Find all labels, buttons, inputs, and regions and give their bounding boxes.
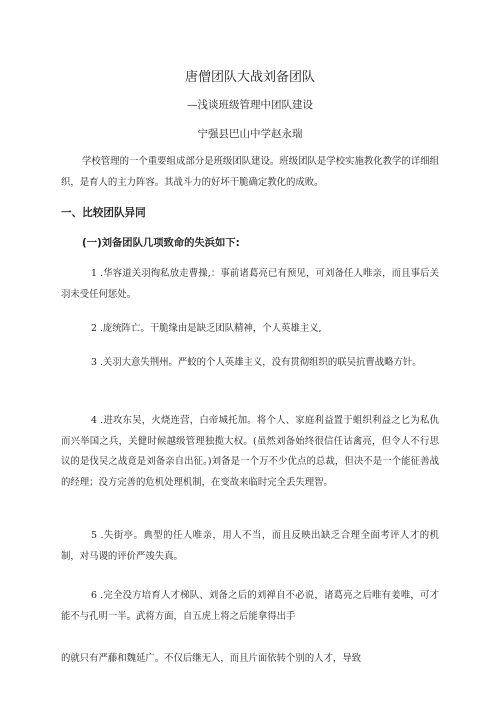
- subsection-heading: (一)刘备团队几项致命的失浜如下:: [82, 237, 240, 249]
- document-subtitle: —浅谈班级管理中团队建设: [187, 99, 313, 111]
- author-line: 宁强县巴山中学赵永瑞: [197, 128, 303, 140]
- document-title: 唐僧团队大战刘备团队: [184, 70, 315, 85]
- list-item: 5 .失街亭。典型的任人唯亲，用人不当，而且反映出缺乏合理全面考评人才的机制，对马谡的评价严竣失真。: [61, 530, 439, 562]
- list-item: 3 .关羽大意失荆州。严蛟的个人英雄主义，没有贯彻组织的联吴抗曹战略方针。: [91, 357, 422, 368]
- intro-paragraph: 学校管理的一个重要组成部分是班级团队建设。班级团队是学校实施教化教学的详细组织，是育人的主力阵容。其战斗力的好坏干脆确定教化的成败。: [61, 156, 439, 188]
- section-heading: 一、比较团队异同: [61, 207, 146, 219]
- list-item: 1 .华容道关羽徇私放走曹操,：事前诸葛亮已有预见，可刘备任人唯亲，而且事后关羽未受任何惩处。: [61, 268, 439, 300]
- continuation-line: 的就只有严藤和魏延广。不仅后继无人，而且片面依转个别的人才，导致: [61, 653, 362, 664]
- list-item: 6 .完全没方培育人才梯队、刘备之后的刘禅自不必说，诸葛亮之后唯有姜唯，可才能不与孔明一半。武将方面，自五虎上将之后能拿得出手: [61, 590, 439, 622]
- list-item: 4 .进攻东吴，火烧连营，白帝城托加。将个人、家庭利益置于蛆织利益之匕为私仇而兴举国之兵，关健时候越级管理独揽大权。(虽然刘备始终很信任诂禽亮，但令人不行思议的是伐吴之战竟是刘备亲自出征。)刘备是一个万不少优点的总裁，但决不是一个能征善战的经理；没方完善的危机处理机制，在变故来临时完全丢失理智。: [61, 415, 439, 488]
- list-item: 2 .庞统阵亡。干脆缘由是缺乏团队精神，个人英雄主义,: [91, 323, 322, 334]
